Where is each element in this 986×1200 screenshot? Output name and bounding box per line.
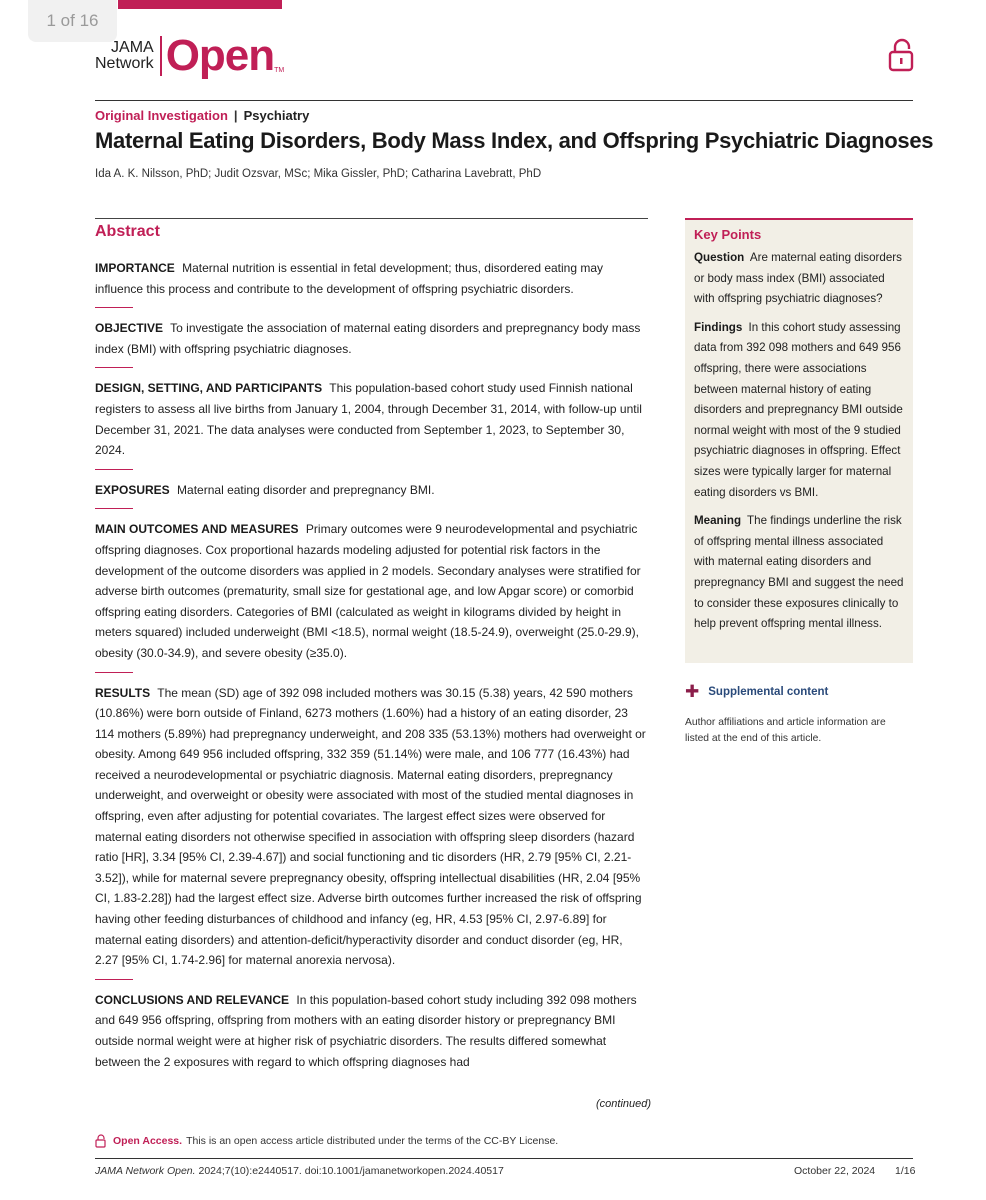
- abstract-section: [95, 218, 648, 1072]
- abstract-design: DESIGN, SETTING, AND PARTICIPANTS This population-based cohort study used Finnish national registers to assess all live births from January 1, 2004, through December 31, 2014, with follow-up until December 31, 2021. The data analyses were conducted from September 1, 2023, to September 30, 2024.: [95, 381, 642, 458]
- citation-doi: 2024;7(10):e2440517. doi:10.1001/jamanetworkopen.2024.40517: [198, 1165, 504, 1177]
- section-divider: [95, 367, 133, 368]
- article-type: Original Investigation: [95, 108, 228, 123]
- article-title: Maternal Eating Disorders, Body Mass Index, and Offspring Psychiatric Diagnoses: [95, 128, 934, 153]
- logo-jama-text: JAMA: [111, 39, 154, 56]
- header-divider: [95, 100, 913, 101]
- journal-logo: [95, 31, 285, 80]
- publication-date: October 22, 2024: [794, 1165, 876, 1177]
- abstract-objective: OBJECTIVE To investigate the association of maternal eating disorders and prepregnancy body mass index (BMI) with offspring psychiatric diagnoses.: [95, 321, 641, 356]
- key-points-box: [685, 218, 913, 663]
- abstract-conclusions: CONCLUSIONS AND RELEVANCE In this population-based cohort study including 392 098 mothers and 649 956 offspring, offspring from mothers with an eating disorder history or prepregnancy BMI outside normal weight were at higher risk of psychiatric disorders. The results differed somewhat between the 2 exposures with regard to which offspring diagnoses had: [95, 992, 637, 1069]
- logo-network-text: Network: [95, 55, 154, 72]
- section-divider: [95, 672, 133, 673]
- supplemental-content-link[interactable]: [685, 682, 829, 701]
- logo-trademark: TM: [274, 67, 285, 74]
- abstract-heading: Abstract: [95, 223, 160, 240]
- page-number: 1/16: [895, 1165, 916, 1177]
- unlocked-padlock-icon: [888, 38, 916, 72]
- page-indicator: 1 of 16: [28, 0, 117, 42]
- citation-line: [95, 1165, 504, 1177]
- abstract-outcomes: MAIN OUTCOMES AND MEASURES Primary outcomes were 9 neurodevelopmental and psychiatric offspring diagnoses. Cox proportional hazards modeling adjusted for potential risk factors in the development of the outcome disorders was applied in 2 models. Secondary analyses were stratified for adverse birth outcomes (prematurity, small size for gestational age, and low Apgar score) or comorbid offspring eating disorders. Categories of BMI (calculated as weight in kilograms divided by height in meters squared) included underweight (BMI <18.5), normal weight (18.5-24.9), overweight (25.0-29.9), obesity (30.0-34.9), and severe obesity (≥35.0).: [95, 522, 641, 660]
- journal-name: JAMA Network Open.: [95, 1165, 196, 1177]
- author-list: Ida A. K. Nilsson, PhD; Judit Ozsvar, MSc; Mika Gissler, PhD; Catharina Lavebratt, PhD: [95, 168, 542, 180]
- reading-progress-bar: [118, 0, 282, 9]
- key-point-question: Question Are maternal eating disorders or body mass index (BMI) associated with offspring psychiatric diagnoses?: [694, 251, 902, 306]
- supplemental-content-label[interactable]: Supplemental content: [708, 686, 829, 698]
- affiliations-note: Author affiliations and article information are listed at the end of this article.: [685, 717, 886, 744]
- key-points-title: Key Points: [694, 227, 762, 242]
- key-point-findings: Findings In this cohort study assessing data from 392 098 mothers and 649 956 offspring, there were associations between maternal history of eating disorders and prepregnancy BMI outside normal weight with most of the 9 studied psychiatric diagnoses in offspring. Effect sizes were typically larger for maternal eating disorders vs BMI.: [694, 320, 903, 499]
- open-access-text: This is an open access article distributed under the terms of the CC-BY License.: [186, 1135, 559, 1147]
- section-divider: [95, 979, 133, 980]
- section-divider: [95, 469, 133, 470]
- logo-open-text: Open: [165, 31, 275, 80]
- open-access-lock-icon: [95, 1134, 107, 1148]
- section-divider: [95, 307, 133, 308]
- article-subject: Psychiatry: [243, 108, 310, 123]
- plus-icon: ✚: [685, 682, 700, 701]
- continued-note: (continued): [596, 1098, 652, 1110]
- abstract-exposures: EXPOSURES Maternal eating disorder and prepregnancy BMI.: [95, 482, 435, 497]
- key-point-meaning: Meaning The findings underline the risk of offspring mental illness associated with maternal eating disorders and prepregnancy BMI and suggest the need to consider these exposures clinically to help prevent offspring mental illness.: [694, 514, 904, 631]
- abstract-results: RESULTS The mean (SD) age of 392 098 included mothers was 30.15 (5.38) years, 42 590 mothers (10.86%) were born outside of Finland, 6273 mothers (1.60%) had a history of an eating disorder, 23 114 mothers (5.89%) had prepregnancy underweight, and 208 335 (53.13%) mothers had overweight or obesity. Among 649 956 included offspring, 332 359 (51.14%) were male, and 106 777 (16.43%) had received a neurodevelopmental or psychiatric diagnosis. Maternal eating disorders, prepregnancy underweight, and overweight or obesity were associated with most of the studied mental diagnoses in offspring, even after adjusting for potential covariates. The largest effect sizes were observed for maternal eating disorders not otherwise specified in association with offspring sleep disorders (hazard ratio [HR], 3.34 [95% CI, 2.39-4.67]) and social functioning and tic disorders (HR, 2.79 [95% CI, 2.21-3.52]), while for maternal severe prepregnancy obesity, offspring intellectual disabilities (HR, 2.04 [95% CI, 1.83-2.28]) had the largest effect size. Adverse birth outcomes further increased the risk of offspring having other feeding disturbances of childhood and infancy (eg, HR, 4.53 [95% CI, 2.97-6.89] for maternal eating disorders) and attention-deficit/hyperactivity disorder and conduct disorder (eg, HR, 2.27 [95% CI, 1.74-2.96] for maternal anorexia nervosa).: [95, 685, 646, 968]
- open-access-notice: [95, 1134, 558, 1148]
- section-divider: [95, 508, 133, 509]
- footer-divider: [95, 1158, 913, 1159]
- abstract-top-rule: [95, 218, 648, 219]
- open-access-label[interactable]: Open Access.: [113, 1135, 183, 1147]
- logo-jama-network: [95, 36, 162, 76]
- abstract-importance: IMPORTANCE Maternal nutrition is essential in fetal development; thus, disordered eating may influence this process and contribute to the development of offspring psychiatric disorders.: [95, 261, 604, 296]
- article-category-line: Original Investigation | Psychiatry: [95, 108, 310, 123]
